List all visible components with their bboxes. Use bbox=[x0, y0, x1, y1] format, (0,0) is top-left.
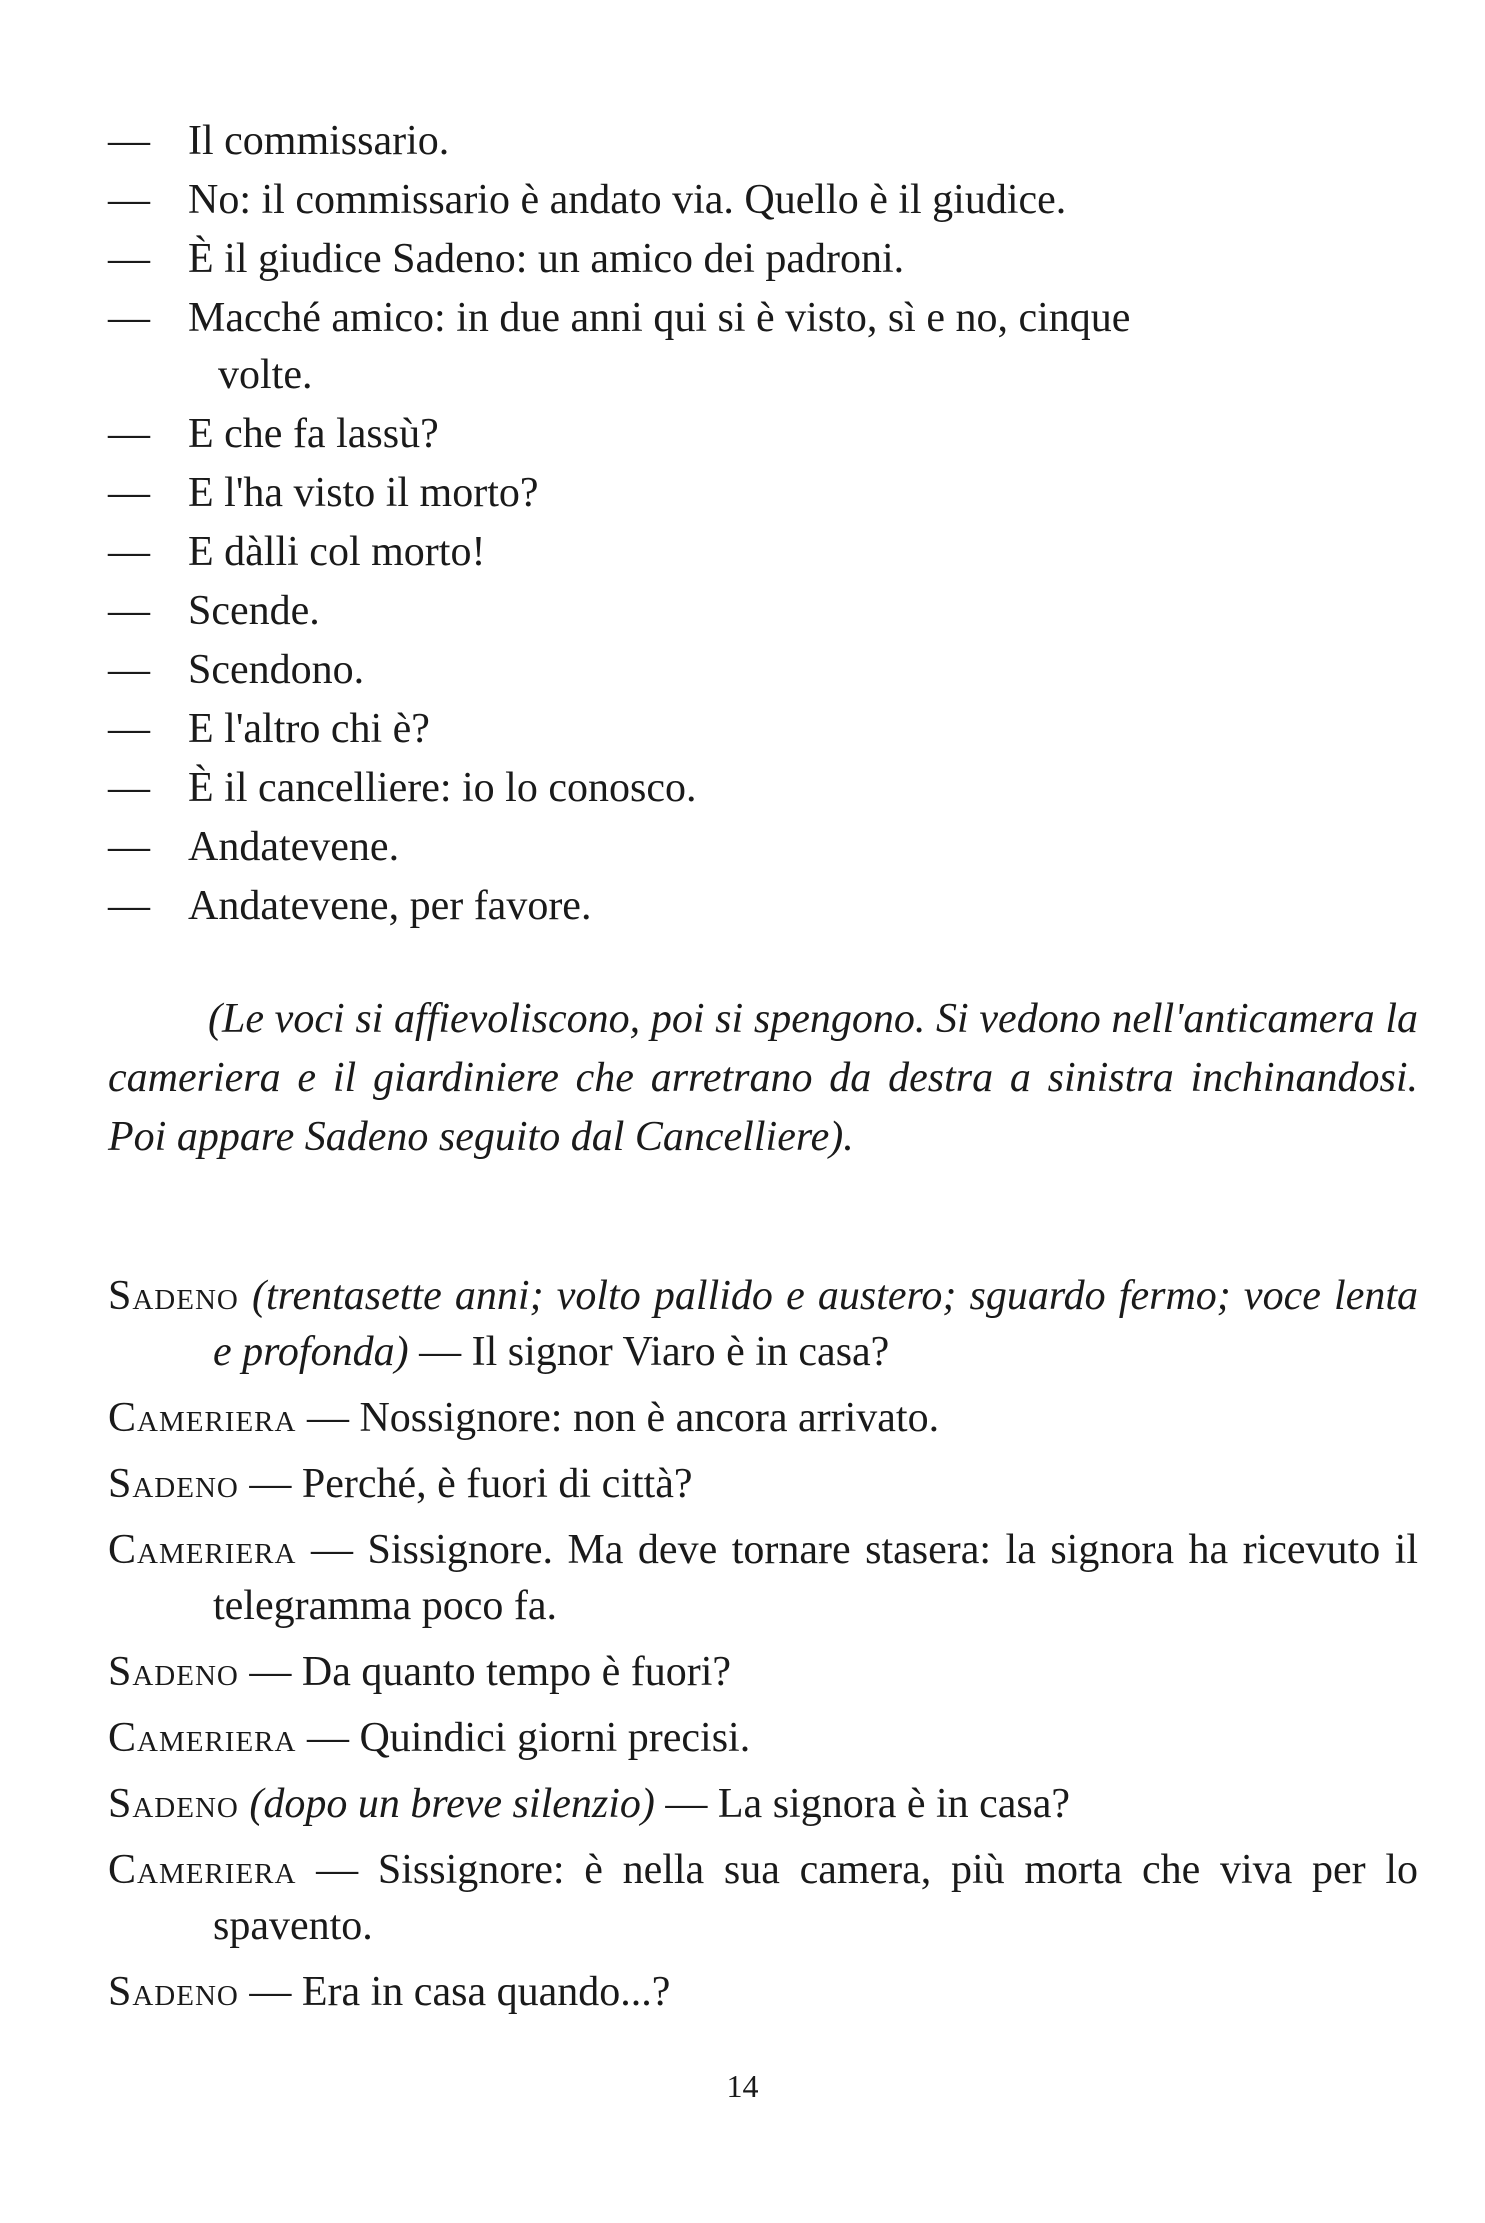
speech-text: — Sissignore. Ma deve tornare stasera: la signora ha ricevuto il telegramma poco fa. bbox=[213, 1527, 1419, 1629]
speech-text: — Nossignore: non è ancora arrivato. bbox=[306, 1395, 940, 1441]
stage-direction: (Le voci si affievoliscono, poi si spengono. Si vedono nell'anticamera la cameriera e il giardiniere che arretrano da destra a sinistra inchinandosi. Poi appare Sadeno seguito dal Cancelliere). bbox=[108, 996, 1418, 1160]
script-line bbox=[108, 1268, 1418, 1380]
dialogue-text: È il cancelliere: io lo conosco. bbox=[188, 765, 697, 811]
dialogue-dash: — bbox=[108, 647, 150, 693]
script-line bbox=[108, 1522, 1418, 1634]
dialogue-line bbox=[108, 464, 1428, 523]
script-line bbox=[108, 1644, 1418, 1700]
crowd-dialogue bbox=[108, 112, 1428, 936]
speech-text: — Da quanto tempo è fuori? bbox=[249, 1649, 732, 1695]
dialogue-line bbox=[108, 582, 1428, 641]
speaker-direction: (dopo un breve silenzio) bbox=[249, 1781, 655, 1827]
speech-text: — La signora è in casa? bbox=[665, 1781, 1071, 1827]
dialogue-dash: — bbox=[108, 529, 150, 575]
script-line bbox=[108, 1710, 1418, 1766]
dialogue-dash: — bbox=[108, 883, 150, 929]
speech-text: — Sissignore: è nella sua camera, più morta che viva per lo spavento. bbox=[213, 1847, 1418, 1949]
speaker-direction: (trentasette anni; volto pallido e austero; sguardo fermo; voce lenta e profonda) bbox=[213, 1273, 1419, 1375]
dialogue-line bbox=[108, 700, 1428, 759]
speech-text: — Era in casa quando...? bbox=[249, 1969, 671, 2015]
dialogue-line bbox=[108, 641, 1428, 700]
dialogue-line bbox=[108, 171, 1428, 230]
dialogue-text: È il giudice Sadeno: un amico dei padroni. bbox=[188, 236, 905, 282]
dialogue-text: Scendono. bbox=[188, 647, 365, 693]
dialogue-text: E che fa lassù? bbox=[188, 411, 439, 457]
speaker-name: Sadeno bbox=[108, 1461, 239, 1507]
speaker-name: Sadeno bbox=[108, 1969, 239, 2015]
dialogue-text: Andatevene. bbox=[188, 824, 400, 870]
speaker-name: Cameriera bbox=[108, 1527, 297, 1573]
dialogue-dash: — bbox=[108, 411, 150, 457]
dialogue-dash: — bbox=[108, 470, 150, 516]
script-line bbox=[108, 1390, 1418, 1446]
speaker-name: Sadeno bbox=[108, 1649, 239, 1695]
page-number: 14 bbox=[726, 2068, 759, 2104]
dialogue-continuation: volte. bbox=[218, 352, 313, 398]
speaker-name: Cameriera bbox=[108, 1715, 297, 1761]
dialogue-line bbox=[108, 112, 1428, 171]
dialogue-text: E dàlli col morto! bbox=[188, 529, 486, 575]
dialogue-text: No: il commissario è andato via. Quello è il giudice. bbox=[188, 177, 1067, 223]
speaker-name: Sadeno bbox=[108, 1273, 239, 1319]
dialogue-dash: — bbox=[108, 295, 150, 341]
speaker-name: Cameriera bbox=[108, 1847, 297, 1893]
dialogue-text: Macché amico: in due anni qui si è visto, sì e no, cinque bbox=[188, 295, 1131, 341]
dialogue-text: E l'ha visto il morto? bbox=[188, 470, 539, 516]
dialogue-text: Andatevene, per favore. bbox=[188, 883, 592, 929]
dialogue-line bbox=[108, 818, 1428, 877]
dialogue-text: Il commissario. bbox=[188, 118, 450, 164]
dialogue-dash: — bbox=[108, 177, 150, 223]
script-line bbox=[108, 1842, 1418, 1954]
speech-text: — Il signor Viaro è in casa? bbox=[419, 1329, 890, 1375]
play-script bbox=[108, 1268, 1418, 2030]
dialogue-line bbox=[108, 289, 1428, 405]
script-line bbox=[108, 1776, 1418, 1832]
speaker-name: Sadeno bbox=[108, 1781, 239, 1827]
dialogue-dash: — bbox=[108, 236, 150, 282]
speaker-name: Cameriera bbox=[108, 1395, 297, 1441]
speech-text: — Quindici giorni precisi. bbox=[306, 1715, 751, 1761]
dialogue-line bbox=[108, 877, 1428, 936]
dialogue-line bbox=[108, 759, 1428, 818]
script-line bbox=[108, 1456, 1418, 1512]
dialogue-line bbox=[108, 230, 1428, 289]
dialogue-dash: — bbox=[108, 588, 150, 634]
speech-text: — Perché, è fuori di città? bbox=[249, 1461, 693, 1507]
dialogue-dash: — bbox=[108, 824, 150, 870]
dialogue-line bbox=[108, 523, 1428, 582]
script-line bbox=[108, 1964, 1418, 2020]
dialogue-dash: — bbox=[108, 706, 150, 752]
dialogue-text: E l'altro chi è? bbox=[188, 706, 430, 752]
dialogue-dash: — bbox=[108, 118, 150, 164]
dialogue-dash: — bbox=[108, 765, 150, 811]
dialogue-text: Scende. bbox=[188, 588, 320, 634]
dialogue-line bbox=[108, 405, 1428, 464]
